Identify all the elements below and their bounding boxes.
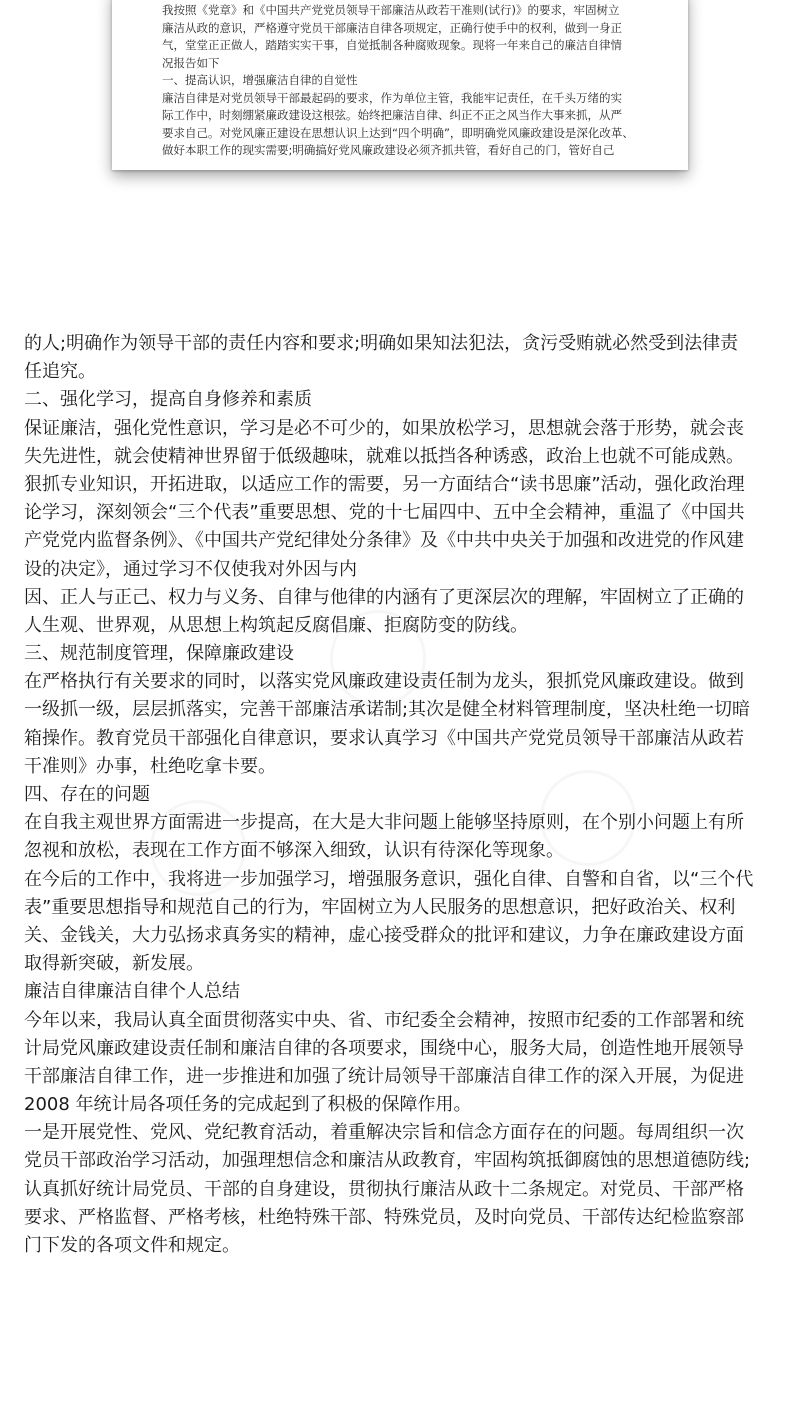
document-preview-card [112,0,688,170]
body-line: 计局党风廉政建设责任制和廉洁自律的各项要求，围绕中心，服务大局，创造性地开展领导 [24,1037,744,1059]
body-line: 因、正人与正己、权力与义务、自律与他律的内涵有了更深层次的理解，牢固树立了正确的 [24,586,744,608]
body-line: 党员干部政治学习活动，加强理想信念和廉洁从政教育，牢固构筑抵御腐蚀的思想道德防线; [24,1150,751,1172]
body-line: 要求、严格监督、严格考核，杜绝特殊干部、特殊党员，及时向党员、干部传达纪检监察部 [24,1206,744,1228]
body-line: 表”重要思想指导和规范自己的行为，牢固树立为人民服务的思想意识，把好政治关、权利 [24,896,736,918]
section-heading: 廉洁自律廉洁自律个人总结 [24,981,240,1003]
section-heading: 四、存在的问题 [24,784,150,805]
body-line: 论学习，深刻领会“三个代表”重要思想、党的十七届四中、五中全会精神，重温了《中国共 [24,502,745,524]
body-line: 人生观、世界观，从思想上构筑起反腐倡廉、拒腐防变的防线。 [24,614,528,636]
body-line: 在今后的工作中，我将进一步加强学习，增强服务意识，强化自律、自警和自省，以“三个代 [24,868,754,890]
body-line: 关、金钱关，大力弘扬求真务实的精神，虚心接受群众的批评和建议，力争在廉政建设方面 [24,924,744,946]
preview-line: 一、提高认识，增强廉洁自律的自觉性 [162,73,358,87]
preview-line: 况报告如下 [162,55,220,70]
body-line: 在严格执行有关要求的同时，以落实党风廉政建设责任制为龙头，狠抓党风廉政建设。做到 [24,671,744,693]
section-heading: 三、规范制度管理，保障廉政建设 [24,643,294,665]
body-line: 2008 年统计局各项任务的完成起到了积极的保障作用。 [24,1094,472,1116]
body-line: 一级抓一级，层层抓落实，完善干部廉洁承诺制;其次是健全材料管理制度，坚决杜绝一切暗 [24,699,751,721]
body-line: 保证廉洁，强化党性意识，学习是必不可少的，如果放松学习，思想就会落于形势，就会丧 [24,417,744,439]
body-line: 的人;明确作为领导干部的责任内容和要求;明确如果知法犯法，贪污受贿就必然受到法律责 [24,333,739,354]
body-line: 狠抓专业知识，开拓进取，以适应工作的需要，另一方面结合“读书思廉”活动，强化政治理 [24,473,745,495]
body-line: 忽视和放松，表现在工作方面不够深入细致，认识有待深化等现象。 [24,840,564,862]
preview-line: 做好本职工作的现实需要;明确搞好党风廉政建设必须齐抓共管，看好自己的门，管好自己 [162,143,615,157]
body-line: 箱操作。教育党员干部强化自律意识，要求认真学习《中国共产党党员领导干部廉洁从政若 [24,727,744,749]
document-body [24,330,780,1260]
preview-line: 我按照《党章》和《中国共产党党员领导干部廉洁从政若干准则(试行)》的要求，牢固树立 [162,3,620,17]
body-line: 今年以来，我局认真全面贯彻落实中央、省、市纪委全会精神，按照市纪委的工作部署和统 [24,1009,744,1031]
preview-line: 廉洁从政的意识，严格遵守党员干部廉洁自律各项规定，正确行使手中的权利，做到一身正 [162,20,622,35]
preview-line: 要求自己。对党风廉正建设在思想认识上达到“四个明确”，即明确党风廉政建设是深化改革、 [162,125,634,140]
body-line: 在自我主观世界方面需进一步提高，在大是大非问题上能够坚持原则，在个别小问题上有所 [24,812,744,834]
body-line: 干准则》办事，杜绝吃拿卡要。 [24,755,276,777]
body-line: 一是开展党性、党风、党纪教育活动，着重解决宗旨和信念方面存在的问题。每周组织一次 [24,1122,744,1144]
preview-line: 际工作中，时刻绷紧廉政建设这根弦。始终把廉洁自律、纠正不正之风当作大事来抓，从严 [162,108,622,122]
body-line: 认真抓好统计局党员、干部的自身建设，贯彻执行廉洁从政十二条规定。对党员、干部严格 [24,1178,744,1200]
body-line: 设的决定》，通过学习不仅使我对外因与内 [24,558,357,580]
body-line: 干部廉洁自律工作，进一步推进和加强了统计局领导干部廉洁自律工作的深入开展，为促进 [24,1065,744,1087]
preview-line: 气，堂堂正正做人，踏踏实实干事，自觉抵制各种腐败现象。现将一年来自己的廉洁自律情 [162,38,622,52]
body-line: 失先进性，就会使精神世界留于低级趣味，就难以抵挡各种诱惑，政治上也就不可能成熟。 [24,445,744,467]
preview-text [162,2,652,160]
body-line: 产党党内监督条例》、《中国共产党纪律处分条律》及《中共中央关于加强和改进党的作风建 [24,530,744,552]
body-line: 任追究。 [24,361,96,383]
preview-line: 廉洁自律是对党员领导干部最起码的要求，作为单位主管，我能牢记责任，在千头万绪的实 [162,90,622,105]
body-line: 门下发的各项文件和规定。 [24,1235,240,1256]
section-heading: 二、强化学习，提高自身修养和素质 [24,389,312,411]
body-line: 取得新突破，新发展。 [24,953,204,975]
